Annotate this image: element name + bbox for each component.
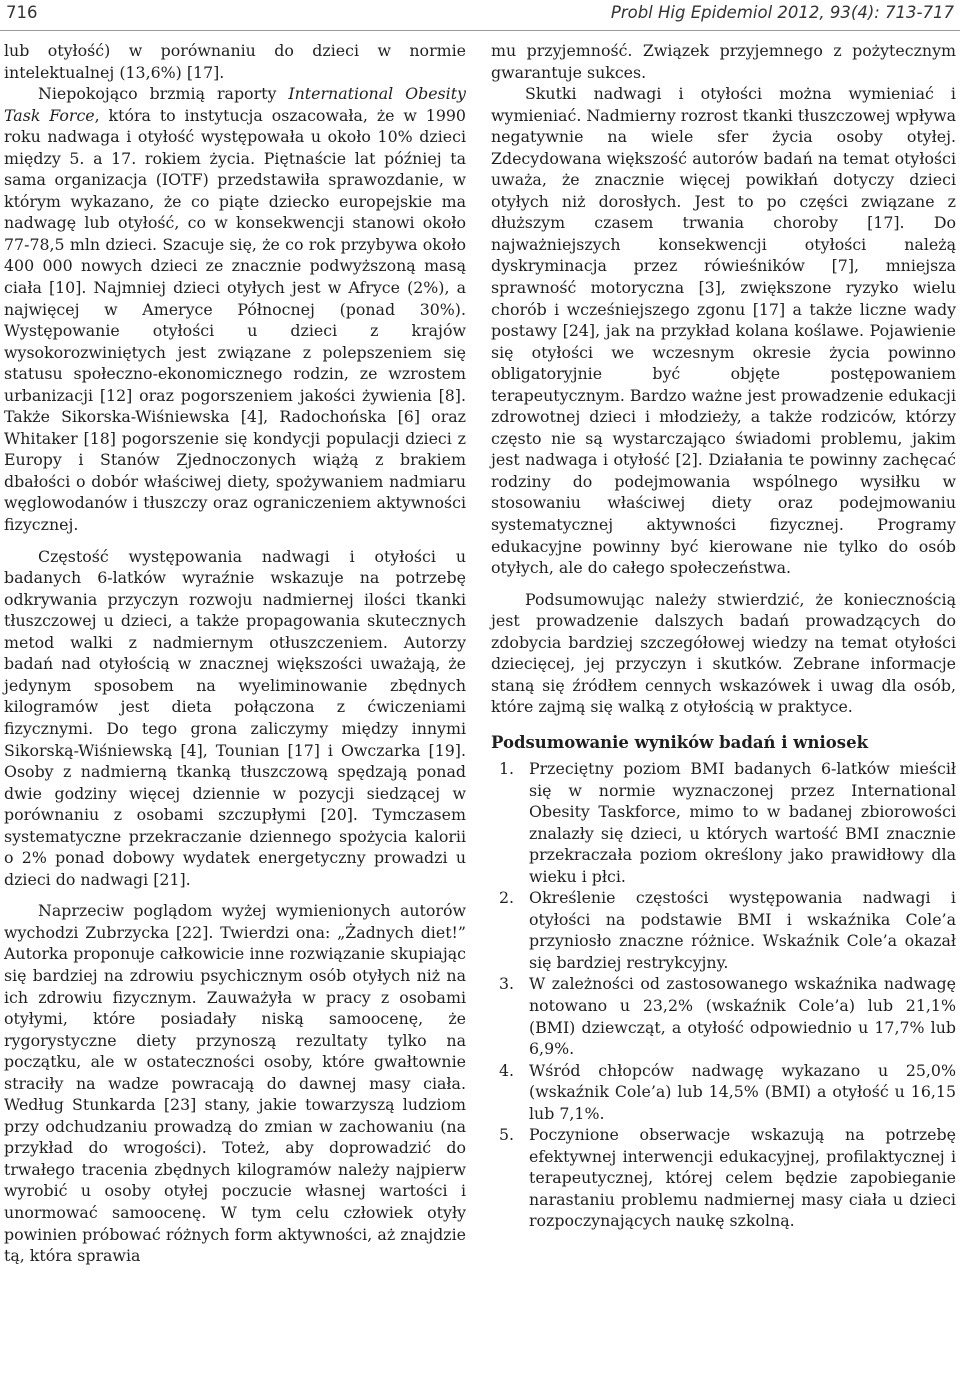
- conclusion-item: [499, 758, 956, 887]
- paragraph-iotf: [4, 83, 466, 535]
- conclusion-item: [499, 887, 956, 973]
- section-heading: Podsumowanie wyników badań i wniosek: [491, 732, 869, 752]
- conclusion-number: 4.: [499, 1060, 515, 1080]
- conclusion-text: W zależności od zastosowanego wskaźnika nadwagę notowano u 23,2% (wskaźnik Cole’a) lub 21,1% (BMI) dziewcząt, a otyłość odpowiednio u 17,7% lub 6,9%.: [529, 974, 956, 1059]
- conclusion-number: 3.: [499, 974, 515, 994]
- conclusion-text: Określenie częstości występowania nadwagi i otyłości na podstawie BMI i wskaźnika Cole’a przyniosło znaczne różnice. Wskaźnik Cole’a okazał się bardziej restrykcyjny.: [529, 888, 956, 972]
- conclusion-number: 2.: [499, 888, 515, 908]
- journal-citation: Probl Hig Epidemiol 2012, 93(4): 713-717: [610, 3, 954, 22]
- page-number: 716: [6, 3, 38, 22]
- paragraph-zubrzycka: Naprzeciw poglądom wyżej wymienionych autorów wychodzi Zubrzycka [22]. Twierdzi ona: „Żadnych diet!” Autorka proponuje całkowicie inne rozwiązanie skupiając się bardziej na zdrowiu psychicznym osób otyłych niż na ich zdrowiu fizycznym. Zauważyła w pracy z osobami otyłymi, które posiadały niską samoocenę, że rygorystyczne diety przynoszą rezultaty tylko na początku, ale w ostateczności osoby, które gwałtownie straciły na wadze powracają do dawnej masy ciała. Według Stunkarda [23] stany, jakie towarzyszą ludziom przy odchudzaniu prowadzą do zmian w zachowaniu (na przykład do wrogości). Toteż, aby doprowadzić do trwałego tracenia zbędnych kilogramów należy najpierw wyrobić u osoby otyłej poczucie własnej wartości i unormować samoocenę. W tym celu człowiek otyły powinien próbować różnych form aktywności, aż znajdzie tą, która sprawia: [4, 901, 466, 1266]
- paragraph-continued-right: mu przyjemność. Związek przyjemnego z pożytecznym gwarantuje sukces.: [491, 41, 956, 82]
- conclusion-text: Przeciętny poziom BMI badanych 6-latków mieścił się w normie wyznaczonej przez International Obesity Taskforce, mimo to w badanej zbiorowości znalazły się dzieci, u których wartość BMI znacznie przekraczała poziom określony jako prawidłowy dla wieku i płci.: [529, 758, 956, 886]
- paragraph-prevalence: Częstość występowania nadwagi i otyłości u badanych 6-latków wyraźnie wskazuje na potrzebę odkrywania przyczyn rozwoju nadmiernej ilości tkanki tłuszczowej u dzieci, a także propagowania skutecznych metod walki z nadmiernym otłuszczeniem. Autorzy badań nad otyłością w znacznej większości uważają, że jedynym sposobem na wyeliminowanie zbędnych kilogramów jest dieta połączona z ćwiczeniami fizycznymi. Do tego grona zaliczymy między innymi Sikorską-Wiśniewską [4], Tounian [17] i Owczarka [19]. Osoby z nadmierną tkanką tłuszczową spędzają ponad dwie godziny więcej dziennie w pozycji siedzącej w porównaniu z osobami szczupłymi [20]. Tymczasem systematyczne przekraczanie dziennego spożycia kalorii o 2% ponad dobowy wydatek energetyczny prowadzi u dzieci do nadwagi [21].: [4, 546, 466, 889]
- conclusion-text: Poczynione obserwacje wskazują na potrzebę efektywnej interwencji edukacyjnej, profilaktycznej i terapeutycznej, której celem będzie zapobieganie narastaniu problemu nadmiernej masy ciała u dzieci rozpoczynających naukę szkolną.: [529, 1125, 956, 1231]
- conclusion-text: Wśród chłopców nadwagę wykazano u 25,0% (wskaźnik Cole’a) lub 14,5% (BMI) a otyłość u 16,15 lub 7,1%.: [529, 1060, 956, 1123]
- paragraph-iotf-lead: Niepokojąco brzmią raporty: [38, 84, 289, 104]
- page-header: [0, 0, 960, 31]
- conclusion-item: [499, 1124, 956, 1232]
- paragraph-continued: lub otyłość) w porównaniu do dzieci w normie intelektualnej (13,6%) [17].: [4, 41, 466, 82]
- conclusion-item: [499, 1060, 956, 1125]
- paragraph-consequences: Skutki nadwagi i otyłości można wymieniać i wymieniać. Nadmierny rozrost tkanki tłuszczowej wpływa negatywnie na wiele sfer życia osoby otyłej. Zdecydowana większość autorów badań na temat otyłości uważa, że znacznie więcej powikłań dotyczy dzieci otyłych niż dorosłych. Jest to po części związane z dłuższym czasem trwania choroby [17]. Do najważniejszych konsekwencji otyłości należą dyskryminacja przez rówieśników [7], mniejsza sprawność motoryczna [3], zwiększone ryzyko wielu chorób i wcześniejszego zgonu [17] a także liczne wady postawy [24], jak na przykład kolana koślawe. Pojawienie się otyłości we wczesnym okresie życia powinno obligatoryjnie być objęte postępowaniem terapeutycznym. Bardzo ważne jest prowadzenie edukacji zdrowotnej dzieci i młodzieży, a także rodziców, którzy często nie są wystarczająco świadomi problemu, jakim jest nadwaga i otyłość [2]. Działania te powinny zachęcać rodziny do podejmowania wspólnego wysiłku w stosowaniu właściwej diety oraz podejmowaniu systematycznej aktywności fizycznej. Programy edukacyjne powinny być kierowane nie tylko do osób otyłych, ale do całego społeczeństwa.: [491, 84, 957, 578]
- paragraph-summary: Podsumowując należy stwierdzić, że koniecznością jest prowadzenie dalszych badań prowadzących do zdobycia bardziej szczegółowej wiedzy na temat otyłości dziecięcej, jej przyczyn i skutków. Zebrane informacje staną się źródłem cennych wskazówek i uwag dla osób, które zajmą się walką z otyłością w praktyce.: [491, 589, 956, 717]
- right-column: [491, 40, 956, 1232]
- left-column: [4, 40, 466, 1267]
- conclusion-item: [499, 973, 956, 1059]
- conclusion-number: 1.: [499, 758, 515, 778]
- iotf-name: International Obesity Task Force: [4, 84, 466, 125]
- conclusion-number: 5.: [499, 1125, 515, 1145]
- paragraph-iotf-rest: , która to instytucja oszacowała, że w 1990 roku nadwaga i otyłość występowała u około 10% dzieci między 5. a 17. rokiem życia. Piętnaście lat później ta sama organizacja (IOTF) przedstawiła sprawozdanie, w którym wykazano, że co piąte dziecko europejskie ma nadwagę lub otyłość, co w konsekwencji stanowi około 77-78,5 mln dzieci. Szacuje się, że co rok przybywa około 400 000 nowych dzieci ze znacznie podwyższoną masą ciała [10]. Najmniej dzieci otyłych jest w Afryce (2%), a najwięcej w Ameryce Północnej (ponad 30%). Występowanie otyłości u dzieci z krajów wysokorozwiniętych jest związane z polepszeniem się statusu społeczno-ekonomicznego rodzin, ze wzrostem urbanizacji [12] oraz pogorszeniem jakości żywienia [8]. Także Sikorska-Wiśniewska [4], Radochońska [6] oraz Whitaker [18] pogorszenie się kondycji populacji dzieci z Europy i Stanów Zjednoczonych wiążą z brakiem dbałości o dobór właściwej diety, spożywaniem nadmiaru węglowodanów i tłuszczy oraz ograniczeniem aktywności fizycznej.: [4, 105, 466, 535]
- conclusions-list: [491, 758, 956, 1232]
